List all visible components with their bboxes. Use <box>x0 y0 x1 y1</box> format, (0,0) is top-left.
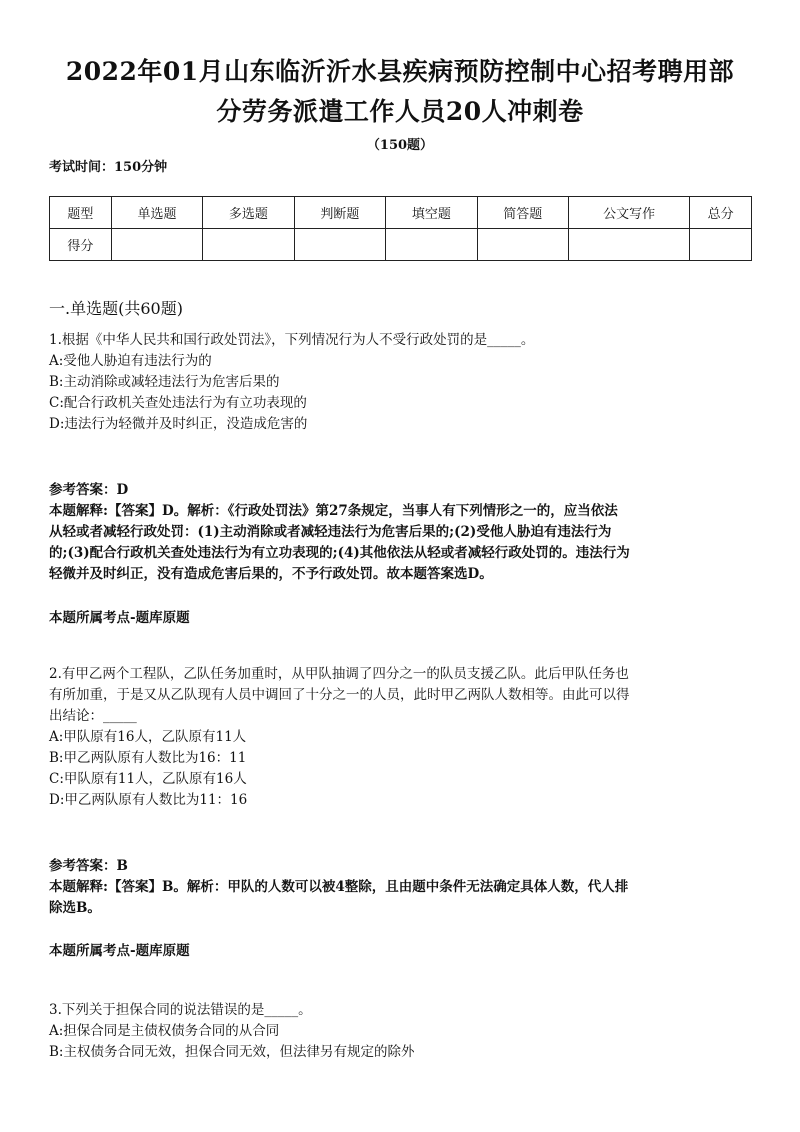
question-1 <box>49 330 754 435</box>
question-stem: 3.下列关于担保合同的说法错误的是_____。 <box>49 1002 312 1018</box>
score-table-header-cell: 判断题 <box>294 197 385 229</box>
answer-block-2 <box>49 856 754 919</box>
score-table-header-cell: 题型 <box>50 197 112 229</box>
score-cell <box>690 229 752 261</box>
score-cell <box>294 229 385 261</box>
score-table-header-cell: 简答题 <box>477 197 568 229</box>
question-source: 本题所属考点-题库原题 <box>49 943 190 959</box>
score-cell <box>111 229 202 261</box>
question-stem-line: 出结论：_____ <box>49 708 137 724</box>
answer-block-1 <box>49 480 754 585</box>
question-count: （150题） <box>366 138 434 153</box>
option-c: C:甲队原有11人，乙队原有16人 <box>49 771 247 787</box>
exam-time: 考试时间：150分钟 <box>49 160 168 175</box>
option-c: C:配合行政机关查处违法行为有立功表现的 <box>49 395 307 411</box>
score-cell <box>386 229 477 261</box>
score-cell <box>203 229 294 261</box>
reference-answer: 参考答案：D <box>49 482 129 498</box>
option-a: A:担保合同是主债权债务合同的从合同 <box>49 1023 280 1039</box>
question-stem: 1.根据《中华人民共和国行政处罚法》，下列情况行为人不受行政处罚的是_____。 <box>49 332 535 348</box>
option-d: D:甲乙两队原有人数比为11：16 <box>49 792 248 808</box>
document-title-line2: 分劳务派遣工作人员20人冲刺卷 <box>216 97 584 126</box>
score-table-header-cell: 总分 <box>690 197 752 229</box>
score-table-header-cell: 单选题 <box>111 197 202 229</box>
score-table <box>49 196 752 261</box>
explanation-line: 的;(3)配合行政机关查处违法行为有立功表现的;(4)其他依法从轻或者减轻行政处罚的。违法行为 <box>49 545 630 561</box>
option-a: A:甲队原有16人，乙队原有11人 <box>49 729 247 745</box>
score-table-header-cell: 公文写作 <box>569 197 690 229</box>
score-table-row <box>50 229 752 261</box>
score-table-header-row <box>50 197 752 229</box>
score-row-label: 得分 <box>50 229 112 261</box>
option-b: B:主动消除或减轻违法行为危害后果的 <box>49 374 280 390</box>
score-table-header-cell: 填空题 <box>386 197 477 229</box>
reference-answer: 参考答案：B <box>49 858 128 874</box>
option-a: A:受他人胁迫有违法行为的 <box>49 353 212 369</box>
score-cell <box>569 229 690 261</box>
explanation-line: 除选B。 <box>49 900 101 916</box>
explanation-line: 轻微并及时纠正，没有造成危害后果的，不予行政处罚。故本题答案选D。 <box>49 566 493 582</box>
question-source: 本题所属考点-题库原题 <box>49 610 190 626</box>
option-b: B:主权债务合同无效，担保合同无效，但法律另有规定的除外 <box>49 1044 415 1060</box>
explanation-line: 从轻或者减轻行政处罚：(1)主动消除或者减轻违法行为危害后果的;(2)受他人胁迫有违法行为 <box>49 524 612 540</box>
option-d: D:违法行为轻微并及时纠正，没造成危害的 <box>49 416 308 432</box>
score-cell <box>477 229 568 261</box>
score-table-header-cell: 多选题 <box>203 197 294 229</box>
question-stem-line: 有所加重，于是又从乙队现有人员中调回了十分之一的人员，此时甲乙两队人数相等。由此可以得 <box>49 687 630 703</box>
section-title: 一.单选题(共60题) <box>49 299 183 318</box>
explanation-line: 本题解释:【答案】D。解析：《行政处罚法》第27条规定，当事人有下列情形之一的，应当依法 <box>49 503 618 519</box>
question-2 <box>49 664 754 811</box>
option-b: B:甲乙两队原有人数比为16：11 <box>49 750 247 766</box>
question-3 <box>49 1000 754 1063</box>
document-title-line1: 2022年01月山东临沂沂水县疾病预防控制中心招考聘用部 <box>65 57 735 86</box>
explanation-line: 本题解释:【答案】B。解析：甲队的人数可以被4整除，且由题中条件无法确定具体人数，代人排 <box>49 879 629 895</box>
question-stem-line: 2.有甲乙两个工程队，乙队任务加重时，从甲队抽调了四分之一的队员支援乙队。此后甲队任务也 <box>49 666 629 682</box>
